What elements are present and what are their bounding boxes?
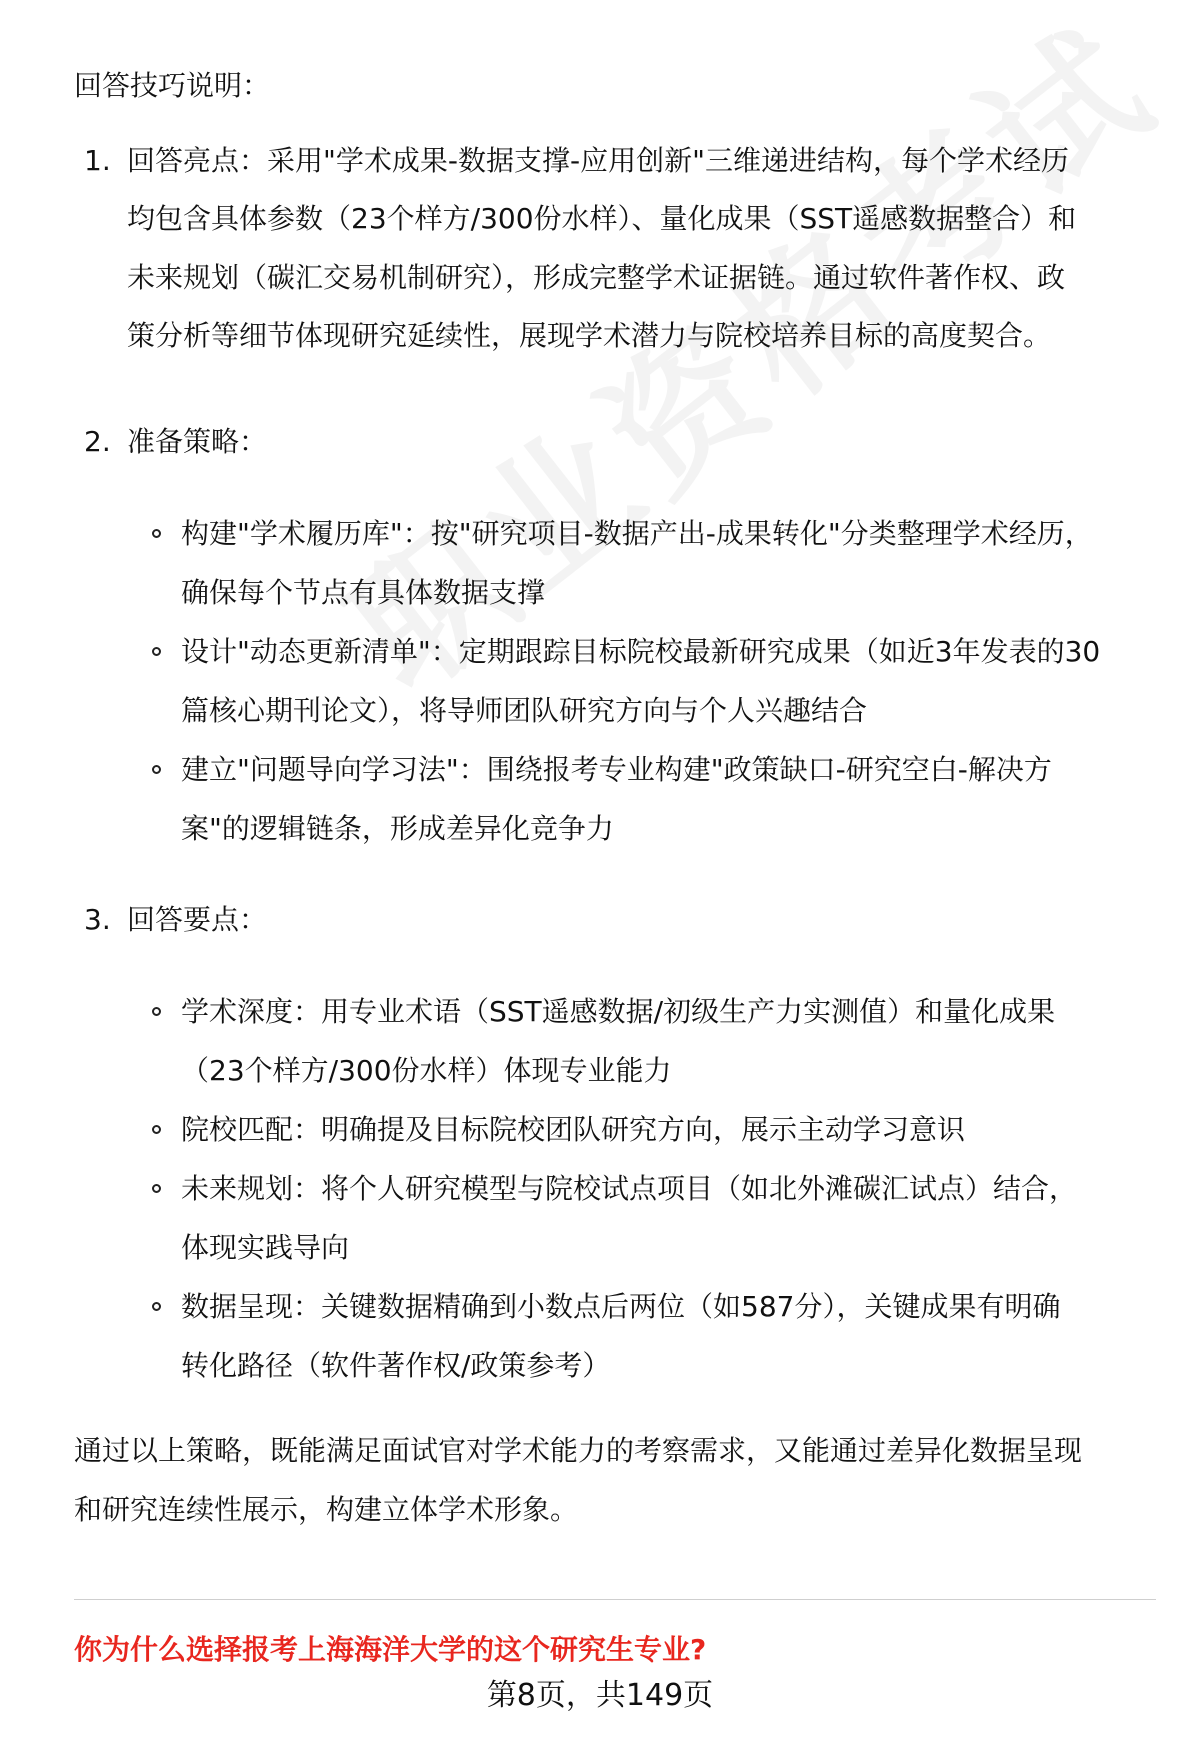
next-question-heading: 你为什么选择报考上海海洋大学的这个研究生专业? (74, 1633, 707, 1666)
bullet-icon (152, 1125, 161, 1134)
section-1-line-2: 均包含具体参数（23个样方/300份水样）、量化成果（SST遥感数据整合）和 (127, 202, 1077, 235)
section-1-number: 1. (84, 144, 111, 177)
section-3-title: 回答要点： (127, 903, 268, 936)
bullet-icon (152, 1184, 161, 1193)
section-2-title: 准备策略： (127, 425, 268, 458)
bullet-icon (152, 529, 161, 538)
watermark-text (300, 6, 1142, 730)
section-3-item-2-line-1: 院校匹配：明确提及目标院校团队研究方向，展示主动学习意识 (181, 1113, 966, 1146)
section-1-line-4: 策分析等细节体现研究延续性，展现学术潜力与院校培养目标的高度契合。 (127, 319, 1052, 352)
section-3-item-4-line-2: 转化路径（软件著作权/政策参考） (181, 1349, 611, 1382)
conclusion-line-1: 通过以上策略，既能满足面试官对学术能力的考察需求，又能通过差异化数据呈现 (74, 1434, 1083, 1467)
intro-heading: 回答技巧说明： (74, 69, 271, 102)
section-2-item-3-line-2: 案"的逻辑链条，形成差异化竞争力 (181, 812, 614, 845)
section-1-line-3: 未来规划（碳汇交易机制研究），形成完整学术证据链。通过软件著作权、政 (127, 261, 1066, 294)
bullet-icon (152, 1302, 161, 1311)
section-3-item-3-line-2: 体现实践导向 (181, 1231, 350, 1264)
section-3-item-4-line-1: 数据呈现：关键数据精确到小数点后两位（如587分），关键成果有明确 (181, 1290, 1061, 1323)
conclusion-line-2: 和研究连续性展示，构建立体学术形象。 (74, 1493, 579, 1526)
section-3-item-3-line-1: 未来规划：将个人研究模型与院校试点项目（如北外滩碳汇试点）结合， (181, 1172, 1078, 1205)
section-2-item-1-line-1: 构建"学术履历库"：按"研究项目-数据产出-成果转化"分类整理学术经历， (181, 517, 1093, 550)
section-3-item-1-line-2: （23个样方/300份水样）体现专业能力 (181, 1054, 672, 1087)
section-divider (74, 1599, 1156, 1600)
section-2-item-2-line-2: 篇核心期刊论文），将导师团队研究方向与个人兴趣结合 (181, 694, 868, 727)
section-2-number: 2. (84, 425, 111, 458)
page-number-footer: 第8页，共149页 (486, 1678, 714, 1713)
bullet-icon (152, 1007, 161, 1016)
section-3-item-1-line-1: 学术深度：用专业术语（SST遥感数据/初级生产力实测值）和量化成果 (181, 995, 1056, 1028)
section-2-item-1-line-2: 确保每个节点有具体数据支撑 (181, 576, 546, 609)
section-1-line-1: 回答亮点：采用"学术成果-数据支撑-应用创新"三维递进结构，每个学术经历 (127, 144, 1069, 177)
section-2-item-3-line-1: 建立"问题导向学习法"：围绕报考专业构建"政策缺口-研究空白-解决方 (181, 753, 1052, 786)
section-2-item-2-line-1: 设计"动态更新清单"：定期跟踪目标院校最新研究成果（如近3年发表的30 (181, 635, 1101, 668)
section-3-number: 3. (84, 903, 111, 936)
bullet-icon (152, 765, 161, 774)
bullet-icon (152, 647, 161, 656)
